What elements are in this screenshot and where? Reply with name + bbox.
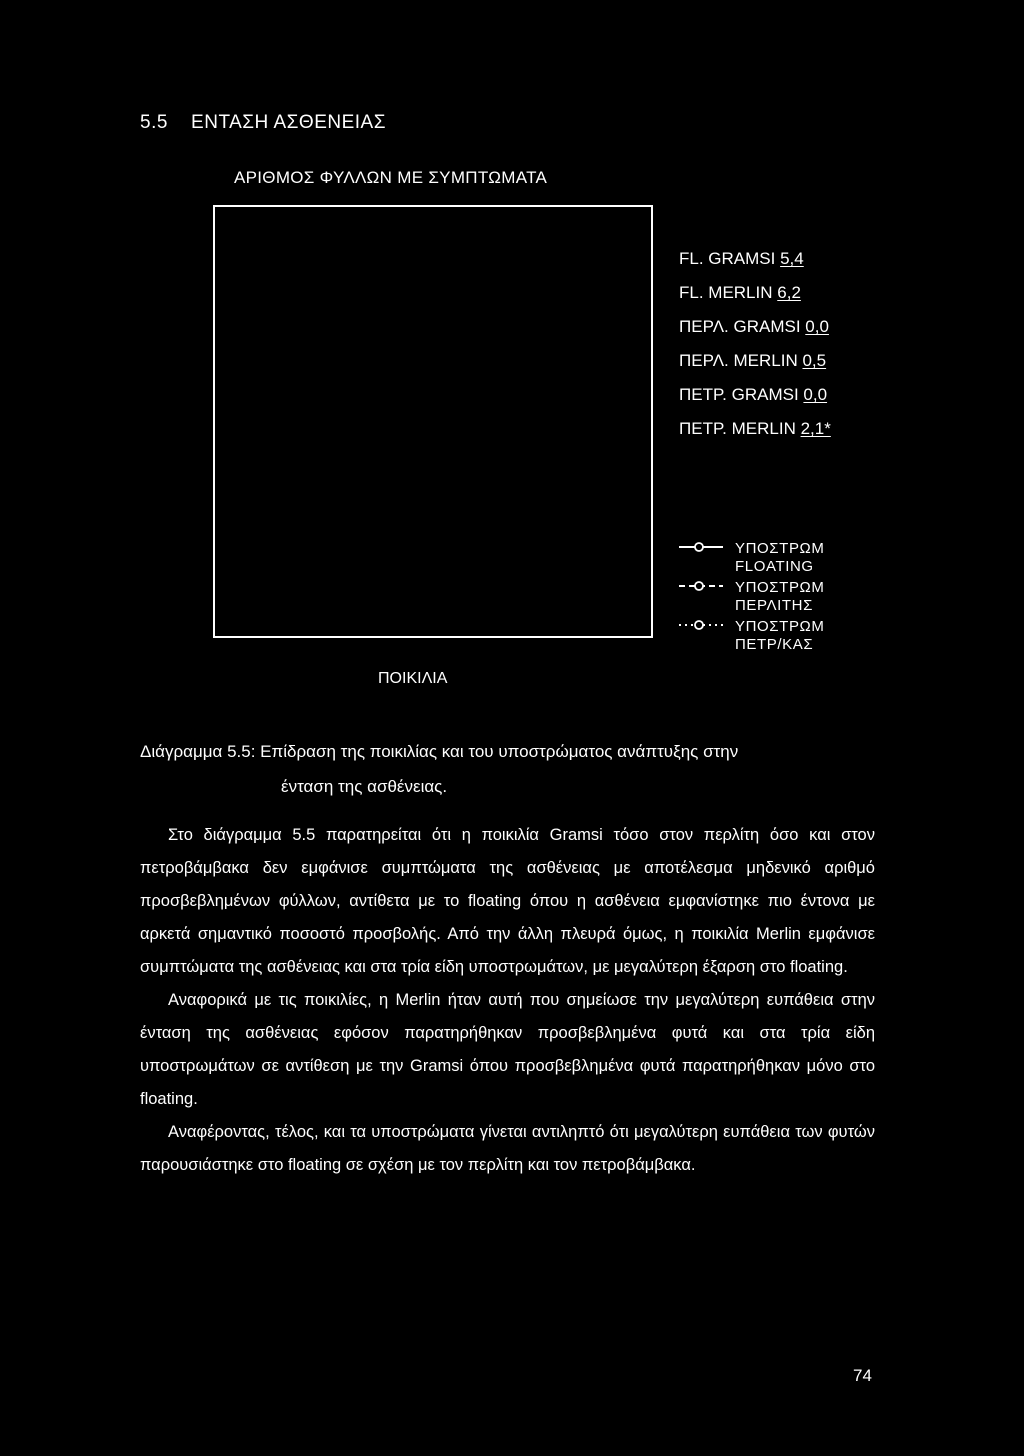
legend-label-line2: ΠΕΤΡ/ΚΑΣ: [735, 636, 814, 653]
stat-value: 0,5: [802, 351, 827, 370]
legend-item-rockwool: [677, 618, 907, 654]
stat-row: [679, 317, 899, 351]
chart-title: ΑΡΙΘΜΟΣ ΦΥΛΛΩΝ ΜΕ ΣΥΜΠΤΩΜΑΤΑ: [234, 168, 548, 187]
stat-value: 0,0: [803, 385, 828, 404]
chart-plot-area: [213, 205, 653, 638]
legend-label-line1: ΥΠΟΣΤΡΩΜ: [735, 540, 825, 557]
legend-label-line1: ΥΠΟΣΤΡΩΜ: [735, 579, 825, 596]
stat-label: ΠΕΡΛ. GRAMSI: [679, 317, 801, 336]
section-number: 5.5: [140, 112, 168, 133]
paragraph: Αναφέροντας, τέλος, και τα υποστρώματα γίνεται αντιληπτό ότι μεγαλύτερη ευπάθεια των φυτών παρουσιάστηκε στο floating σε σχέση με τον περλίτη και τον πετροβάμβακα.: [140, 1123, 875, 1174]
stat-value: 6,2: [777, 283, 801, 302]
legend-label-line1: ΥΠΟΣΤΡΩΜ: [735, 618, 825, 635]
caption-line-1: Διάγραμμα 5.5: Επίδραση της ποικιλίας και του υποστρώματος ανάπτυξης στην: [140, 742, 739, 761]
chart-legend: [677, 540, 907, 657]
chart-x-axis-label: ΠΟΙΚΙΛΙΑ: [378, 670, 448, 687]
legend-label-line2: ΠΕΡΛΙΤΗΣ: [735, 597, 813, 614]
body-text: [140, 819, 875, 1182]
stat-value: 0,0: [805, 317, 829, 336]
stat-row: [679, 419, 899, 453]
stat-label: ΠΕΡΛ. MERLIN: [679, 351, 798, 370]
stat-label: FL. MERLIN: [679, 283, 773, 302]
stat-label: FL. GRAMSI: [679, 249, 776, 268]
stat-value: 5,4: [780, 249, 804, 268]
paragraph: Αναφορικά με τις ποικιλίες, η Merlin ήταν αυτή που σημείωσε την μεγαλύτερη ευπάθεια στην ένταση της ασθένειας εφόσον παρατηρήθηκαν προσβεβλημένα φυτά και στα τρία είδη υποστρωμάτων σε αντίθεση με την Gramsi όπου προσβεβλημένα φυτά παρατηρήθηκαν μόνο στο floating.: [140, 991, 875, 1108]
figure-caption: [140, 734, 900, 804]
caption-line-2: ένταση της ασθένειας.: [281, 777, 448, 796]
stat-row: [679, 249, 899, 283]
section-heading: [140, 112, 386, 134]
stat-value: 2,1*: [800, 419, 831, 438]
legend-item-perlite: [677, 579, 907, 615]
stat-row: [679, 385, 899, 419]
paragraph: Στο διάγραμμα 5.5 παρατηρείται ότι η ποικιλία Gramsi τόσο στον περλίτη όσο και στον πετροβάμβακα δεν εμφάνισε συμπτώματα της ασθένειας με αποτέλεσμα μηδενικό αριθμό προσβεβλημένων φύλλων, αντίθετα με το floating όπου η ασθένεια εμφανίστηκε πιο έντονα με αρκετά σημαντικό ποσοστό προσβολής. Από την άλλη πλευρά όμως, η ποικιλία Merlin εμφάνισε συμπτώματα της ασθένειας και στα τρία είδη υποστρωμάτων, με μεγαλύτερη έξαρση στο floating.: [140, 826, 875, 976]
stat-row: [679, 283, 899, 317]
chart-statistics: [679, 249, 899, 453]
stat-label: ΠΕΤΡ. GRAMSI: [679, 385, 799, 404]
legend-label-line2: FLOATING: [735, 558, 814, 575]
dashed-line-circle-marker-icon: [677, 579, 725, 597]
solid-line-circle-marker-icon: [677, 540, 725, 558]
section-title: ΕΝΤΑΣΗ ΑΣΘΕΝΕΙΑΣ: [191, 112, 386, 133]
stat-label: ΠΕΤΡ. MERLIN: [679, 419, 796, 438]
stat-row: [679, 351, 899, 385]
page-number: 74: [853, 1366, 872, 1385]
legend-item-floating: [677, 540, 907, 576]
dotted-line-circle-marker-icon: [677, 618, 725, 636]
